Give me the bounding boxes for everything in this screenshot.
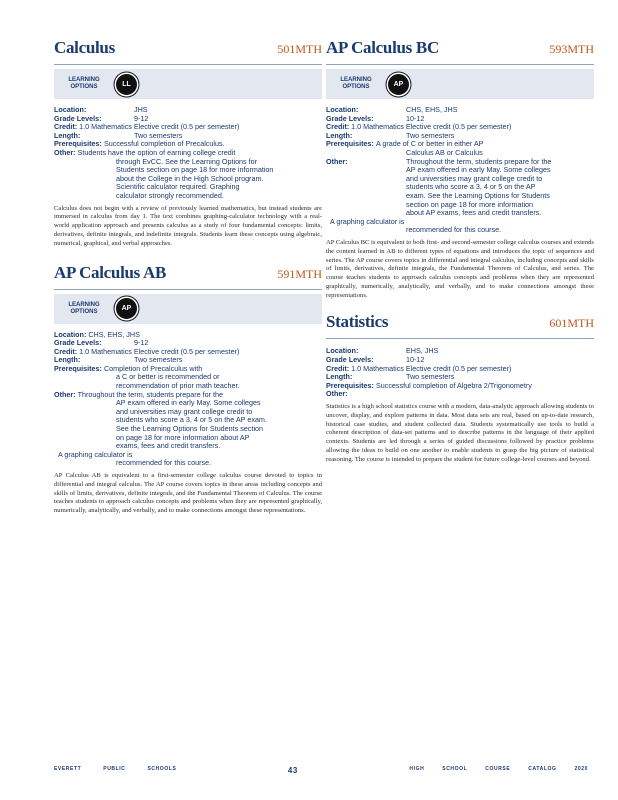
other-line: and universities may grant college credit to — [116, 406, 253, 416]
footer-catalog: HIGH — [409, 766, 425, 772]
location-label: Location: — [54, 105, 87, 114]
grade-value: 9-12 — [134, 338, 149, 348]
other-line: section on page 18 for more information — [406, 199, 534, 209]
course-statistics — [326, 312, 594, 464]
credit-label: Credit: — [326, 363, 350, 373]
other-line: See the Learning Options for Students section — [116, 424, 264, 434]
other-line: Students section on page 18 for more information — [116, 165, 274, 175]
other-line: through EvCC. See the Learning Options for — [116, 156, 258, 166]
footer-district: EVERETT — [54, 766, 82, 772]
location-value: EHS, JHS — [406, 346, 439, 356]
length-value: Two semesters — [406, 372, 455, 382]
other-value: Throughout the term, students prepare for the — [77, 389, 223, 399]
other-line: Scientific calculator required. Graphing — [116, 182, 240, 192]
course-title: AP Calculus AB — [54, 262, 166, 282]
course-info — [326, 106, 594, 235]
college-in-high-school-icon: LL — [116, 74, 137, 95]
footer-district: SCHOOLS — [147, 766, 177, 772]
footer-left — [54, 766, 176, 775]
length-label: Length: — [54, 355, 81, 365]
credit-value: 1.0 Mathematics Elective credit (0.5 per semester) — [79, 346, 240, 356]
calculator-note-line: recommended for this course. — [116, 458, 212, 468]
right-column — [326, 38, 594, 465]
other-label: Other: — [326, 156, 348, 166]
learning-options-label: LEARNING OPTIONS — [68, 301, 100, 315]
length-label: Length: — [54, 130, 81, 140]
credit-label: Credit: — [54, 346, 78, 356]
location-value: JHS — [134, 105, 148, 114]
calculator-note: A graphing calculator is — [58, 449, 133, 459]
other-line: AP exam offered in early May. Some colleges — [406, 165, 551, 175]
other-label: Other: — [54, 147, 76, 157]
credit-value: 1.0 Mathematics Elective credit (0.5 per semester) — [351, 363, 512, 373]
learning-options-bar — [326, 69, 594, 99]
course-description: AP Calculus AB is equivalent to a first-semester college calculus course devoted to topics in differential and integral calculus. The AP course covers topics in these areas including concepts and skills of limits, derivatives, definite integrals, and the Fundamental Theorem of Calculus. The course teaches students to approach calculus concepts and problems when they are represented graphically, numerically, analytically, and verbally, and to make connections amongst these representations. — [54, 472, 322, 515]
other-value: Throughout the term, students prepare for the — [406, 156, 552, 166]
grade-label: Grade Levels: — [54, 113, 102, 123]
footer-catalog: CATALOG — [528, 766, 557, 772]
divider — [54, 64, 322, 65]
location-label: Location: — [326, 346, 359, 356]
course-code: 501MTH — [277, 42, 322, 56]
location-value: CHS, EHS, JHS — [406, 105, 458, 114]
prereq-label: Prerequisites: — [326, 380, 374, 390]
other-line: calculator strongly recommended. — [116, 190, 224, 200]
other-line: and universities may grant college credit to — [406, 173, 543, 183]
footer-year: 2020 — [574, 766, 588, 772]
prereq-line: Calculus AB or Calculus — [406, 147, 483, 157]
learning-options-label: LEARNING OPTIONS — [68, 77, 100, 90]
length-label: Length: — [326, 130, 353, 140]
footer-right — [409, 766, 588, 775]
course-code: 601MTH — [549, 316, 594, 331]
length-value: Two semesters — [134, 130, 183, 140]
course-description: Statistics is a high school statistics course with a modern, data-analytic approach allowing students to uncover, display, and explore patterns in data. Most data sets are real, based on up-to-date research, historical case studies, and student collected data. Students systematically use tools to build a coherent description of data-set patterns and to describe patterns in the language of their applied contexts. Students are led through a series of guided discussions followed by practice problems allowing the ideas to build on one another to enable students to grasp the big picture of statistical reasoning. The course is intended to prepare the student for future college-level courses and beyond. — [326, 403, 594, 463]
other-value: Students have the option of earning college credit — [77, 147, 236, 157]
advanced-placement-icon: AP — [388, 74, 409, 95]
prereq-value: Successful completion of Precalculus. — [103, 139, 225, 149]
grade-label: Grade Levels: — [54, 338, 102, 348]
other-line: about AP exams, fees and credit transfers. — [406, 208, 542, 218]
prereq-line: recommendation of prior math teacher. — [116, 381, 240, 391]
location-value: CHS, EHS, JHS — [88, 329, 140, 339]
footer-district: PUBLIC — [103, 766, 126, 772]
location-label: Location: — [54, 329, 87, 339]
course-title: AP Calculus BC — [326, 38, 439, 57]
prereq-label: Prerequisites: — [54, 139, 102, 149]
course-title: Statistics — [326, 312, 389, 332]
course-ap-calculus-ab — [54, 263, 322, 516]
prereq-label: Prerequisites: — [54, 363, 102, 373]
other-line: students who score a 3, 4 or 5 on the AP — [406, 182, 536, 192]
calculator-note: A graphing calculator is — [330, 216, 405, 226]
left-column — [54, 38, 322, 516]
prereq-value: Completion of Precalculus with — [103, 363, 203, 373]
course-info — [54, 106, 322, 201]
credit-label: Credit: — [54, 122, 78, 132]
length-value: Two semesters — [406, 130, 455, 140]
other-line: about the College in the High School program. — [116, 173, 264, 183]
length-value: Two semesters — [134, 355, 183, 365]
course-code: 591MTH — [277, 266, 322, 281]
course-calculus — [54, 38, 322, 249]
other-label: Other: — [326, 389, 348, 399]
prereq-value: A grade of C or better in either AP — [375, 139, 484, 149]
footer-catalog: SCHOOL — [442, 766, 468, 772]
course-description: Calculus does not begin with a review of previously learned mathematics, but instead students are immersed in calculus from day 1. The text combines graphing-calculator technology with a real-world application approach and presents calculus as a study of four fundamental concepts: limits, derivatives, definite integrals, and indefinite integrals. Students learn these concepts using algebraic, numerical, graphical, and verbal approaches. — [54, 204, 322, 247]
course-title: Calculus — [54, 38, 115, 57]
divider — [54, 289, 322, 290]
grade-value: 9-12 — [134, 113, 149, 123]
grade-label: Grade Levels: — [326, 113, 374, 123]
course-description: AP Calculus BC is equivalent to both first- and second-semester college calculus courses and extends the content learned in AB to different types of equations and introduces the topic of sequences and series. The AP course covers topics in differential and integral calculus, including concepts and skills of limits, derivatives, definite integrals, the Fundamental Theorem of Calculus, and series. The course teaches students to approach calculus concepts and problems when they are represented graphically, numerically, analytically, and verbally, and to make connections amongst these representations. — [326, 238, 594, 299]
course-ap-calculus-bc — [326, 38, 594, 300]
grade-value: 10-12 — [406, 113, 425, 123]
learning-options-bar — [54, 294, 322, 324]
prereq-label: Prerequisites: — [326, 139, 374, 149]
course-info — [326, 347, 594, 399]
learning-options-label: LEARNING OPTIONS — [340, 77, 372, 90]
location-label: Location: — [326, 105, 359, 114]
grade-value: 10-12 — [406, 355, 425, 365]
calculator-note-line: recommended for this course. — [406, 225, 502, 235]
course-code: 593MTH — [549, 42, 594, 56]
prereq-line: a C or better is recommended or — [116, 372, 220, 382]
grade-label: Grade Levels: — [326, 355, 374, 365]
credit-value: 1.0 Mathematics Elective credit (0.5 per semester) — [79, 122, 240, 132]
credit-value: 1.0 Mathematics Elective credit (0.5 per semester) — [351, 122, 512, 132]
other-line: students who score a 3, 4 or 5 on the AP exam. — [116, 415, 267, 425]
course-info — [54, 331, 322, 469]
other-label: Other: — [54, 389, 76, 399]
prereq-value: Successful completion of Algebra 2/Trigonometry — [375, 380, 532, 390]
other-line: exams, fees and credit transfers. — [116, 441, 221, 451]
learning-options-bar — [54, 69, 322, 99]
other-line: exam. See the Learning Options for Students — [406, 190, 550, 200]
other-line: on page 18 for more information about AP — [116, 432, 250, 442]
footer-catalog: COURSE — [485, 766, 511, 772]
page-footer — [54, 766, 588, 775]
page-number: 43 — [287, 766, 298, 775]
other-line: AP exam offered in early May. Some colleges — [116, 398, 261, 408]
length-label: Length: — [326, 372, 353, 382]
advanced-placement-icon: AP — [116, 298, 137, 319]
divider — [326, 64, 594, 65]
credit-label: Credit: — [326, 122, 350, 132]
divider — [326, 338, 594, 339]
